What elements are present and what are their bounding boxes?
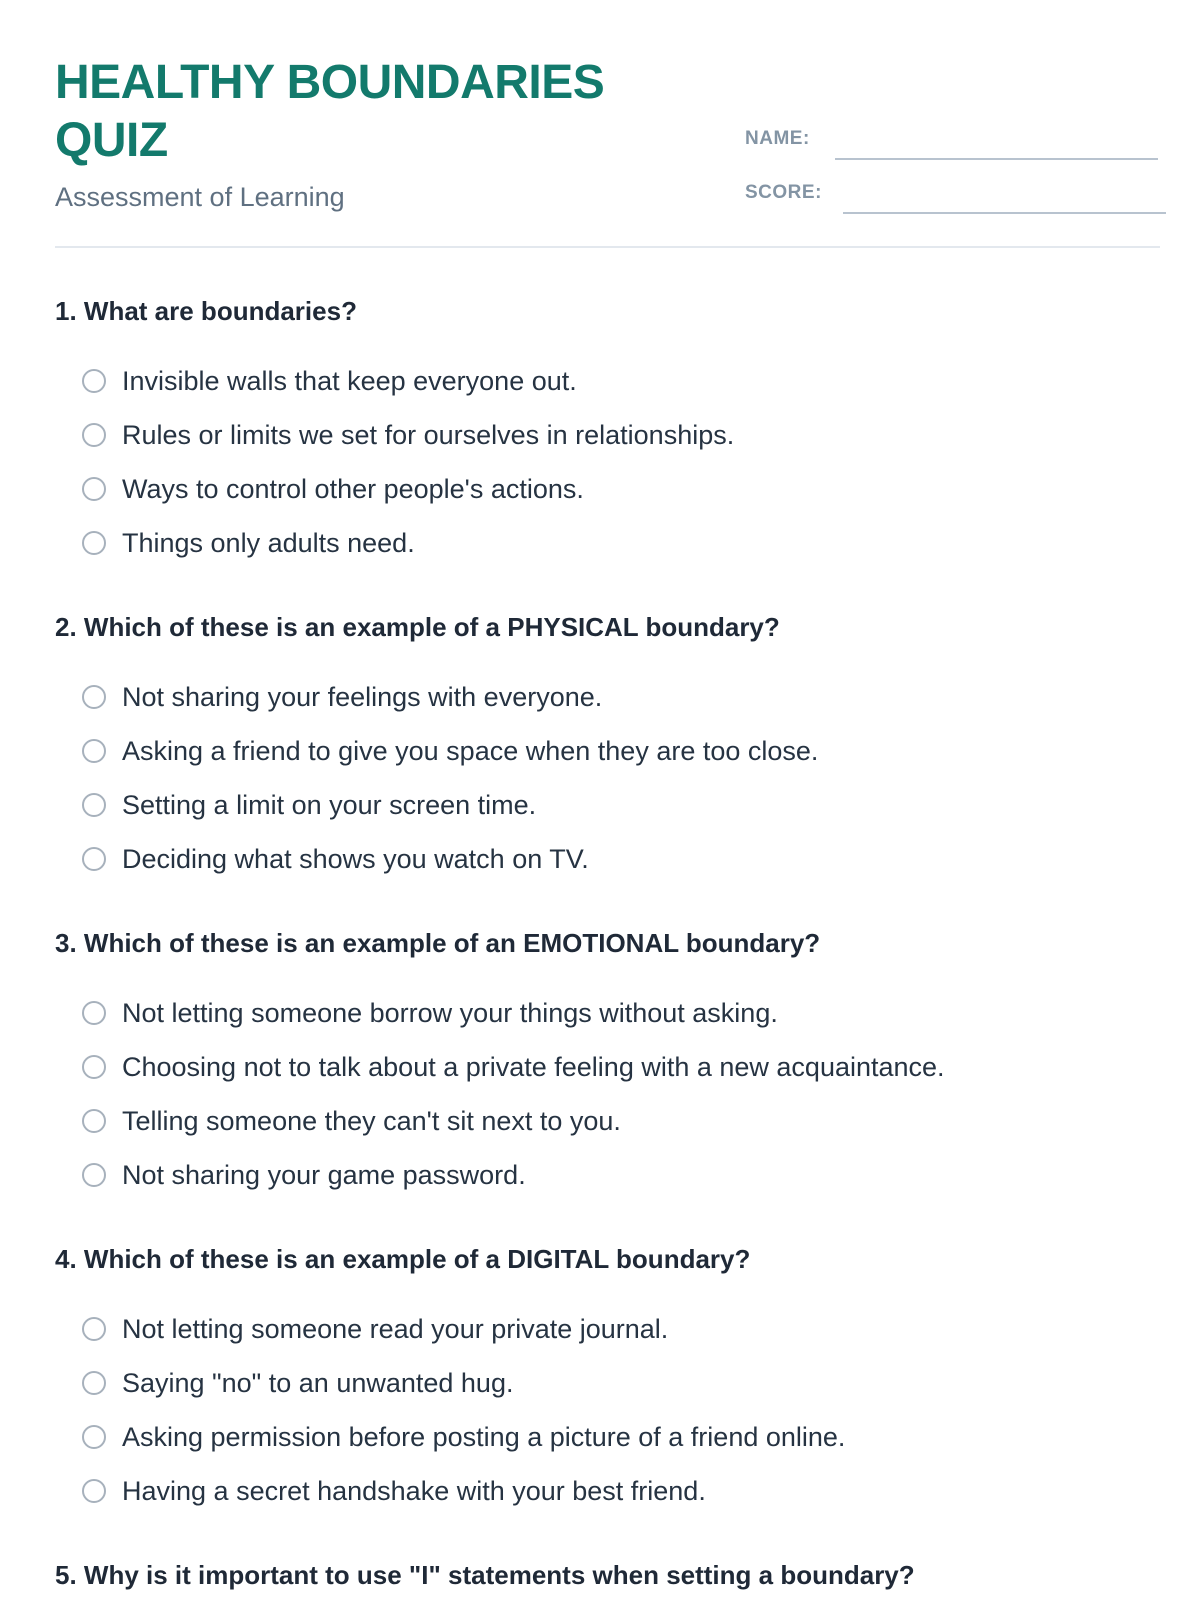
option-item[interactable] (55, 408, 1160, 462)
option-label: Setting a limit on your screen time. (122, 790, 537, 820)
question-4 (55, 1242, 1160, 1534)
name-label: NAME: (745, 128, 810, 149)
name-field[interactable] (745, 120, 1170, 160)
radio-button-icon[interactable] (82, 793, 106, 817)
option-label: Not letting someone read your private journal. (122, 1314, 669, 1344)
option-list (55, 986, 1160, 1202)
radio-button-icon[interactable] (82, 847, 106, 871)
option-list (55, 354, 1160, 570)
radio-button-icon[interactable] (82, 1371, 106, 1395)
question-text: 5. Why is it important to use "I" statements when setting a boundary? (55, 1560, 915, 1590)
question-5 (55, 1558, 1160, 1592)
option-item[interactable] (55, 462, 1160, 516)
score-label: SCORE: (745, 182, 822, 203)
quiz-page (55, 0, 1160, 1590)
option-item[interactable] (55, 516, 1160, 570)
question-1 (55, 294, 1160, 586)
option-label: Not letting someone borrow your things without asking. (122, 998, 778, 1028)
option-item[interactable] (55, 1148, 1160, 1202)
question-text: 3. Which of these is an example of an EMOTIONAL boundary? (55, 928, 821, 958)
option-label: Not sharing your game password. (122, 1160, 526, 1190)
option-item[interactable] (55, 1464, 1160, 1518)
radio-button-icon[interactable] (82, 1479, 106, 1503)
option-item[interactable] (55, 1040, 1160, 1094)
radio-button-icon[interactable] (82, 1001, 106, 1025)
option-label: Having a secret handshake with your best friend. (122, 1476, 706, 1506)
question-text: 1. What are boundaries? (55, 296, 357, 326)
option-label: Saying "no" to an unwanted hug. (122, 1368, 514, 1398)
radio-button-icon[interactable] (82, 369, 106, 393)
name-input-line[interactable] (835, 158, 1158, 160)
radio-button-icon[interactable] (82, 739, 106, 763)
page-subtitle: Assessment of Learning (55, 182, 345, 212)
option-label: Ways to control other people's actions. (122, 474, 584, 504)
radio-button-icon[interactable] (82, 531, 106, 555)
option-label: Asking a friend to give you space when they are too close. (122, 736, 819, 766)
radio-button-icon[interactable] (82, 1163, 106, 1187)
question-2 (55, 610, 1160, 902)
option-list (55, 1302, 1160, 1518)
question-text: 2. Which of these is an example of a PHYSICAL boundary? (55, 612, 780, 642)
option-item[interactable] (55, 1094, 1160, 1148)
option-item[interactable] (55, 778, 1160, 832)
option-label: Choosing not to talk about a private feeling with a new acquaintance. (122, 1052, 945, 1082)
option-label: Things only adults need. (122, 528, 415, 558)
option-item[interactable] (55, 986, 1160, 1040)
option-item[interactable] (55, 670, 1160, 724)
score-field[interactable] (745, 174, 1170, 214)
page-title: HEALTHY BOUNDARIES QUIZ (55, 56, 605, 167)
quiz-header (55, 0, 1160, 248)
option-label: Invisible walls that keep everyone out. (122, 366, 577, 396)
option-item[interactable] (55, 354, 1160, 408)
option-label: Not sharing your feelings with everyone. (122, 682, 603, 712)
radio-button-icon[interactable] (82, 1317, 106, 1341)
radio-button-icon[interactable] (82, 1055, 106, 1079)
score-input-line[interactable] (843, 212, 1166, 214)
question-text: 4. Which of these is an example of a DIGITAL boundary? (55, 1244, 751, 1274)
question-3 (55, 926, 1160, 1218)
option-label: Telling someone they can't sit next to you. (122, 1106, 621, 1136)
radio-button-icon[interactable] (82, 1425, 106, 1449)
radio-button-icon[interactable] (82, 685, 106, 709)
radio-button-icon[interactable] (82, 423, 106, 447)
option-label: Rules or limits we set for ourselves in relationships. (122, 420, 735, 450)
option-item[interactable] (55, 1302, 1160, 1356)
option-item[interactable] (55, 1410, 1160, 1464)
option-item[interactable] (55, 1356, 1160, 1410)
option-list (55, 670, 1160, 886)
option-item[interactable] (55, 724, 1160, 778)
radio-button-icon[interactable] (82, 477, 106, 501)
radio-button-icon[interactable] (82, 1109, 106, 1133)
option-label: Asking permission before posting a picture of a friend online. (122, 1422, 846, 1452)
option-label: Deciding what shows you watch on TV. (122, 844, 589, 874)
option-item[interactable] (55, 832, 1160, 886)
